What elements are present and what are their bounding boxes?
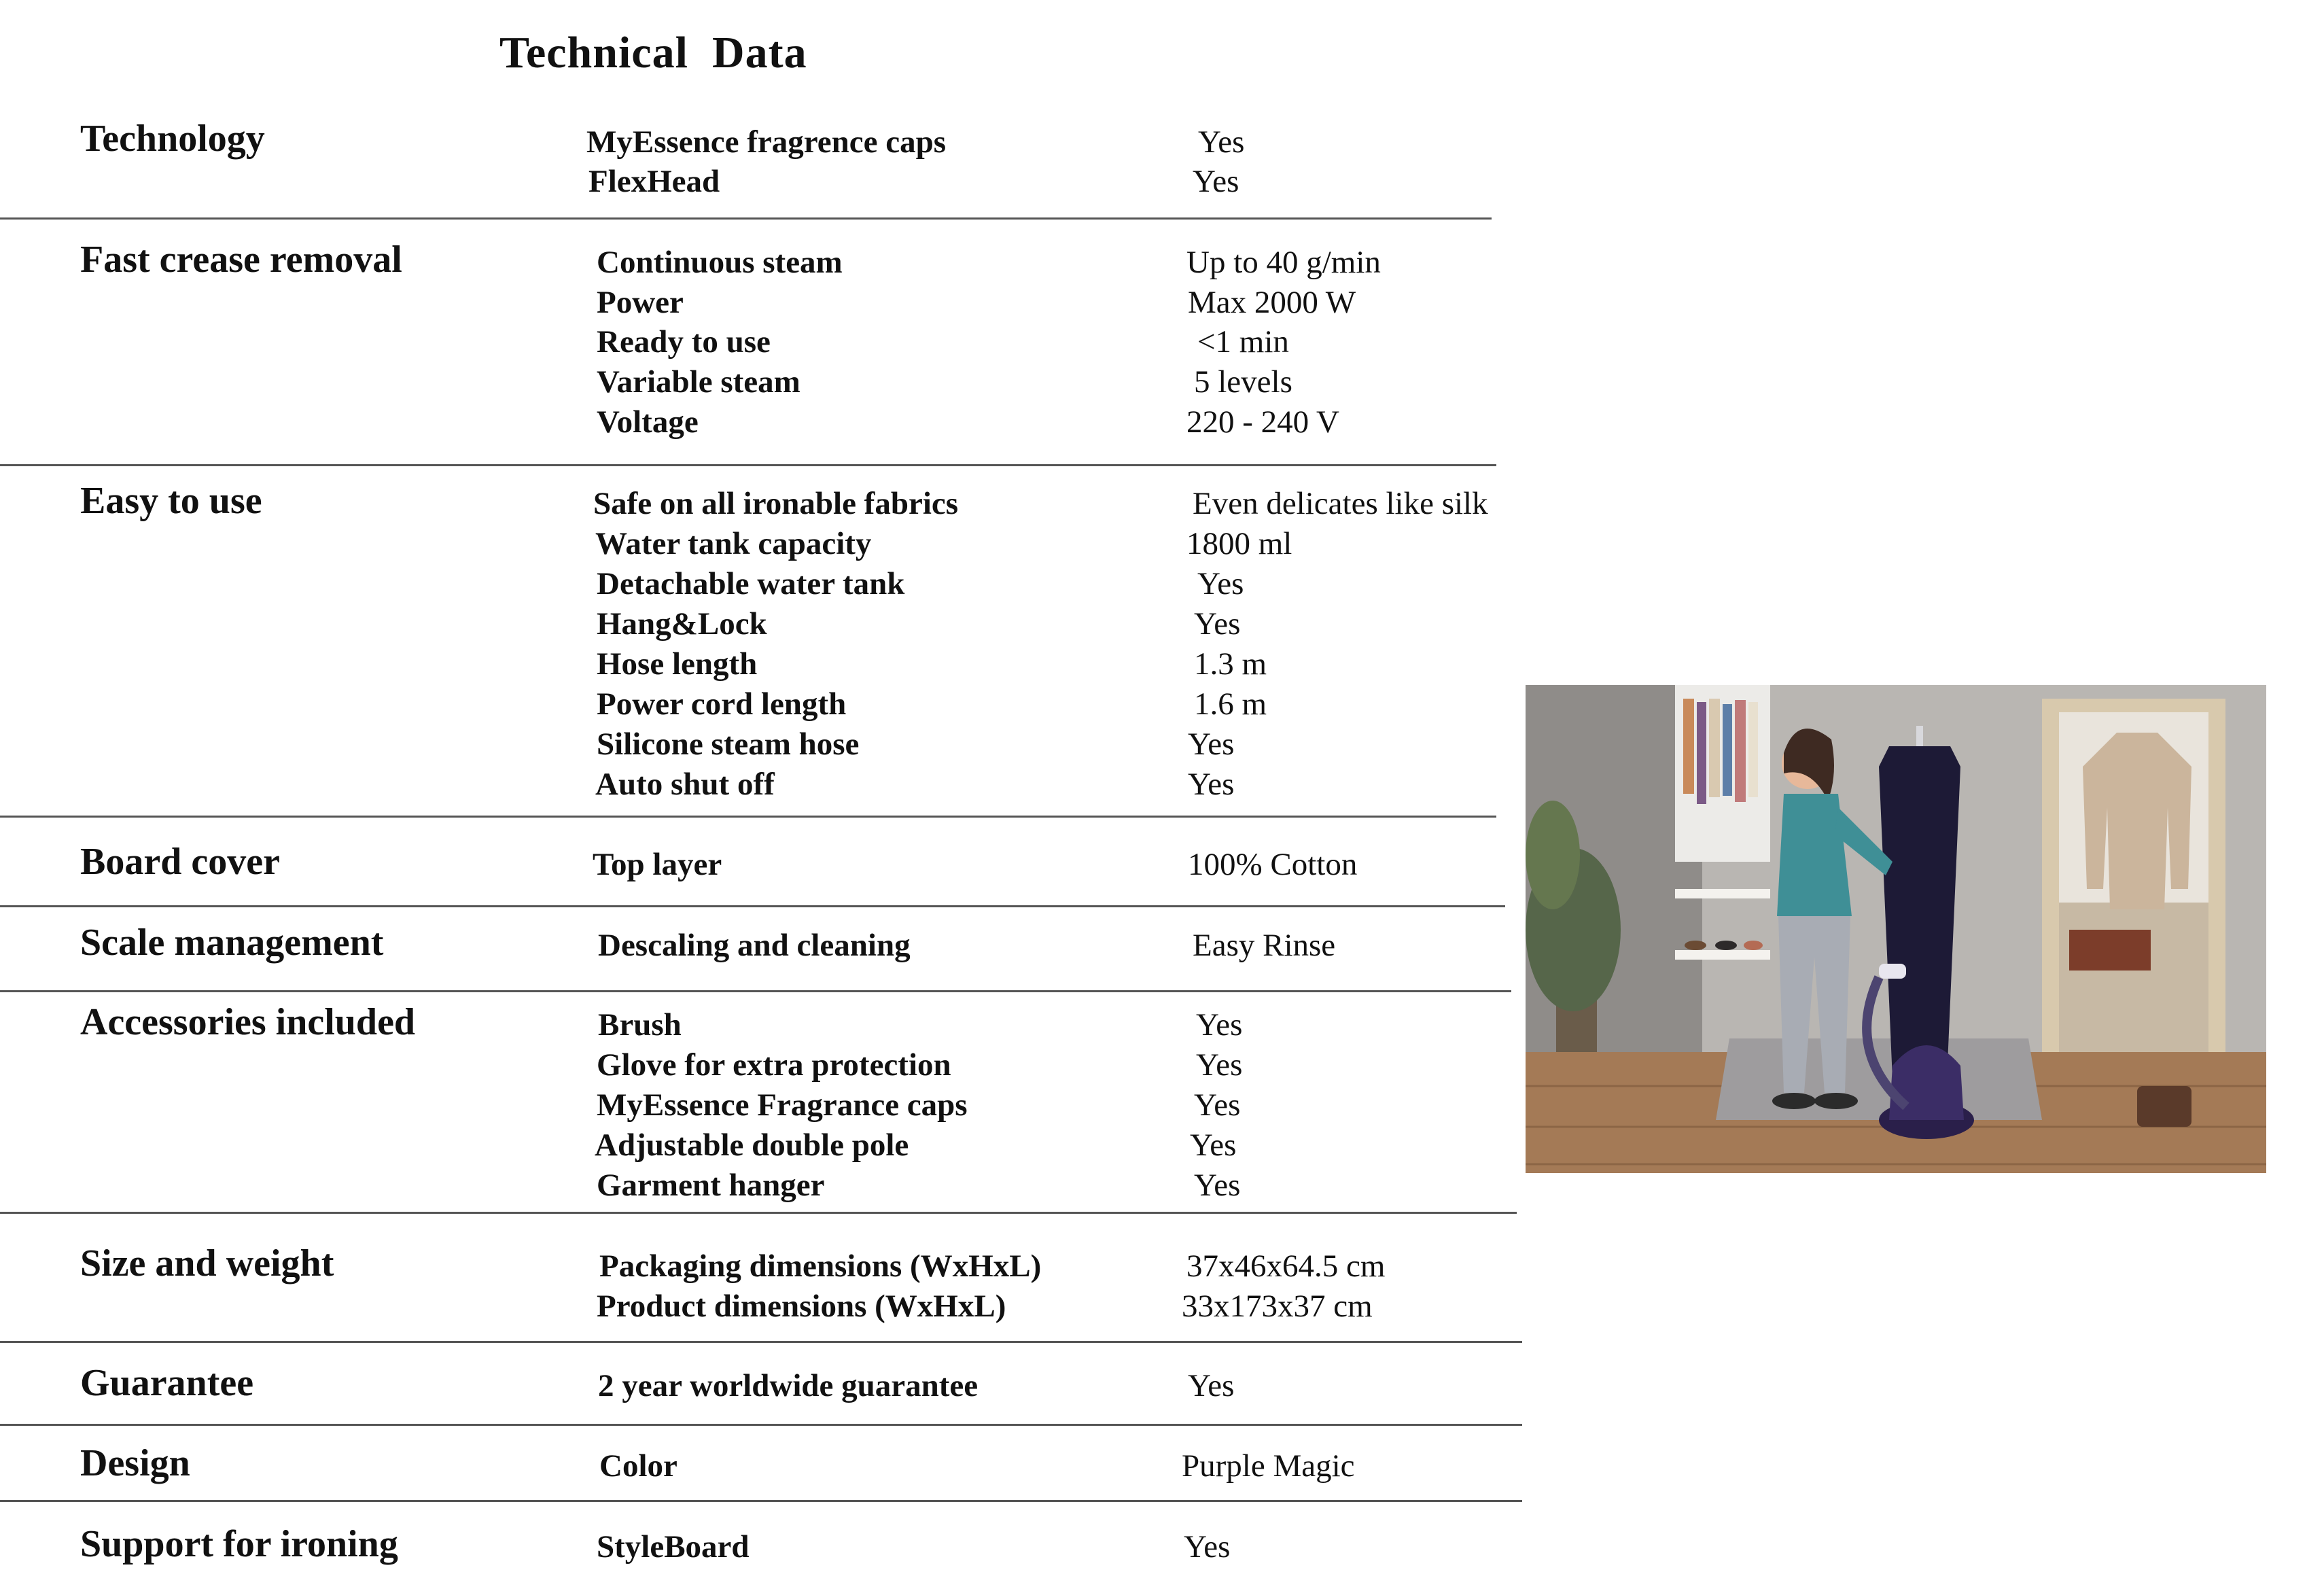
category-fast-crease-removal: Fast crease removal xyxy=(80,239,402,281)
feature-label: MyEssence fragrence caps xyxy=(586,124,947,160)
category-easy-to-use: Easy to use xyxy=(80,480,262,522)
feature-label: Hang&Lock xyxy=(597,606,767,642)
category-guarantee: Guarantee xyxy=(80,1362,254,1404)
section-divider xyxy=(0,1500,1522,1502)
feature-value: Yes xyxy=(1193,164,1239,199)
feature-label: Hose length xyxy=(597,646,758,682)
feature-value: Yes xyxy=(1194,1087,1241,1123)
feature-value: Yes xyxy=(1188,1368,1235,1403)
feature-label: Silicone steam hose xyxy=(597,727,860,762)
feature-label: Garment hanger xyxy=(597,1168,825,1203)
category-support-for-ironing: Support for ironing xyxy=(80,1523,398,1565)
feature-label: Product dimensions (WxHxL) xyxy=(597,1289,1006,1324)
feature-label: StyleBoard xyxy=(597,1529,750,1564)
feature-label: Brush xyxy=(598,1007,682,1043)
category-technology: Technology xyxy=(80,118,265,160)
feature-value: 100% Cotton xyxy=(1188,847,1358,882)
section-divider xyxy=(0,464,1496,466)
feature-label: Adjustable double pole xyxy=(595,1127,909,1163)
feature-label: Power xyxy=(597,285,684,320)
section-divider xyxy=(0,1424,1522,1426)
feature-value: 220 - 240 V xyxy=(1186,404,1339,440)
feature-value: Purple Magic xyxy=(1182,1448,1355,1484)
feature-label: Packaging dimensions (WxHxL) xyxy=(599,1248,1042,1284)
section-divider xyxy=(0,816,1496,818)
feature-label: Color xyxy=(599,1448,677,1484)
feature-label: Ready to use xyxy=(597,324,771,360)
feature-value: 1.3 m xyxy=(1194,646,1267,682)
feature-value: <1 min xyxy=(1197,324,1289,360)
category-design: Design xyxy=(80,1442,190,1484)
feature-value: Up to 40 g/min xyxy=(1186,245,1381,280)
feature-value: Yes xyxy=(1188,767,1235,802)
feature-value: 33x173x37 cm xyxy=(1182,1289,1373,1324)
product-photo xyxy=(1526,685,2266,1173)
feature-label: Descaling and cleaning xyxy=(598,928,911,963)
feature-value: Max 2000 W xyxy=(1188,285,1356,320)
feature-label: Auto shut off xyxy=(595,767,775,802)
feature-label: Top layer xyxy=(593,847,722,882)
feature-value: Yes xyxy=(1190,1127,1237,1163)
feature-value: Yes xyxy=(1197,566,1244,601)
feature-value: Yes xyxy=(1184,1529,1231,1564)
feature-value: Yes xyxy=(1188,727,1235,762)
category-size-and-weight: Size and weight xyxy=(80,1242,334,1284)
section-divider xyxy=(0,217,1492,220)
feature-label: Safe on all ironable fabrics xyxy=(593,486,959,521)
feature-value: 37x46x64.5 cm xyxy=(1186,1248,1386,1284)
feature-label: Variable steam xyxy=(597,364,800,400)
feature-label: Glove for extra protection xyxy=(597,1047,951,1083)
feature-value: Yes xyxy=(1196,1047,1243,1083)
category-board-cover: Board cover xyxy=(80,841,280,883)
feature-label: Voltage xyxy=(597,404,699,440)
feature-value: 5 levels xyxy=(1194,364,1292,400)
category-scale-management: Scale management xyxy=(80,922,384,964)
feature-value: Yes xyxy=(1194,606,1241,642)
feature-label: Water tank capacity xyxy=(595,526,872,561)
feature-value: Yes xyxy=(1194,1168,1241,1203)
feature-value: Easy Rinse xyxy=(1193,928,1336,963)
section-divider xyxy=(0,990,1511,992)
feature-label: Continuous steam xyxy=(597,245,843,280)
feature-label: 2 year worldwide guarantee xyxy=(598,1368,979,1403)
feature-label: Power cord length xyxy=(597,686,847,722)
feature-value: 1.6 m xyxy=(1194,686,1267,722)
feature-value: Yes xyxy=(1196,1007,1243,1043)
feature-label: MyEssence Fragrance caps xyxy=(597,1087,968,1123)
section-divider xyxy=(0,1212,1517,1214)
section-divider xyxy=(0,905,1505,907)
category-accessories-included: Accessories included xyxy=(80,1001,416,1043)
feature-value: Yes xyxy=(1198,124,1245,160)
feature-value: Even delicates like silk xyxy=(1193,486,1488,521)
page-title: Technical Data xyxy=(499,28,807,77)
feature-label: FlexHead xyxy=(588,164,720,199)
feature-value: 1800 ml xyxy=(1186,526,1292,561)
section-divider xyxy=(0,1341,1522,1343)
feature-label: Detachable water tank xyxy=(597,566,905,601)
